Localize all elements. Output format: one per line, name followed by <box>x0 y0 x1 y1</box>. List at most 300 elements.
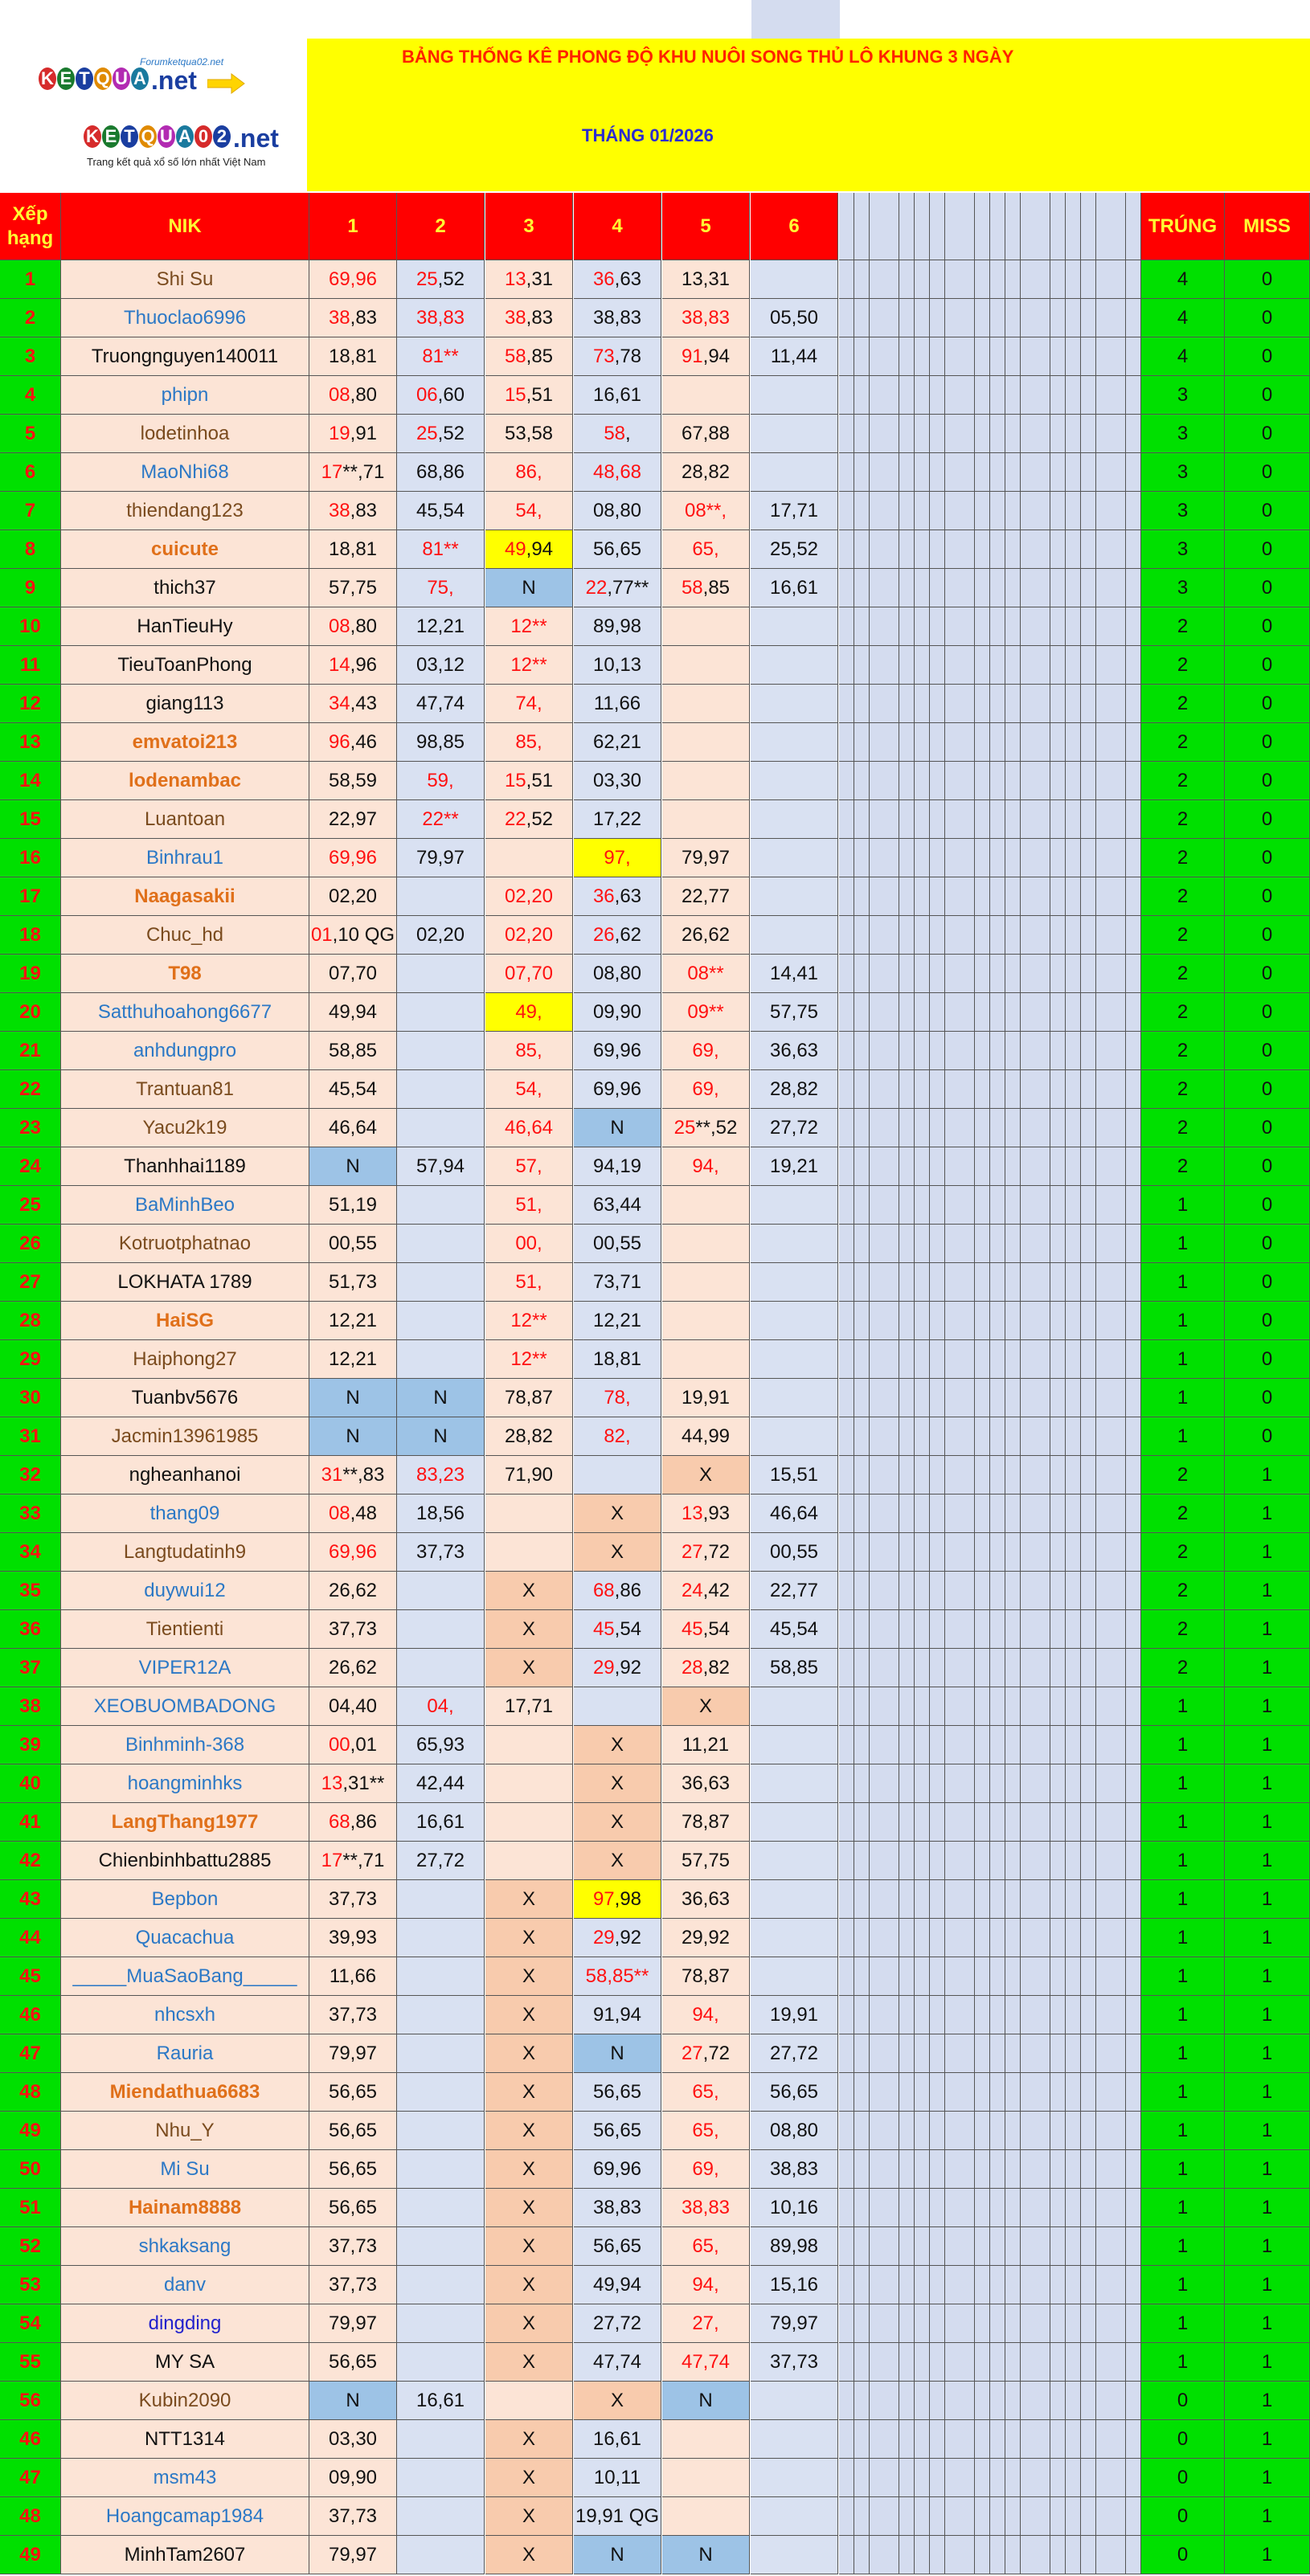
empty-column-cell <box>854 839 870 877</box>
day-cell: X <box>574 1803 661 1842</box>
empty-column-cell <box>915 1302 930 1340</box>
nick-cell: Chienbinhbattu2885 <box>61 1842 309 1880</box>
empty-column-cell <box>960 2536 975 2574</box>
empty-column-cell <box>1005 1842 1021 1880</box>
rank-cell: 38 <box>0 1687 61 1726</box>
empty-column-cell <box>899 685 915 723</box>
empty-column-cell <box>1035 2382 1050 2420</box>
table-row <box>0 1687 1310 1726</box>
empty-column-cell <box>975 839 990 877</box>
table-row <box>0 1379 1310 1417</box>
table-row <box>0 1880 1310 1919</box>
empty-column-cell <box>930 2073 945 2112</box>
trung-cell: 3 <box>1141 530 1225 569</box>
empty-column-cell <box>945 2034 960 2073</box>
empty-column-cell <box>1066 685 1081 723</box>
empty-column-cell <box>990 1186 1005 1225</box>
day-cell: 28,82 <box>751 1070 838 1109</box>
empty-column-cell <box>1111 1032 1126 1070</box>
empty-column-cell <box>915 2420 930 2459</box>
empty-column-cell <box>915 1340 930 1379</box>
empty-column-cell <box>990 1494 1005 1533</box>
day-cell: 15 ,51 <box>485 376 573 415</box>
empty-column-cell <box>854 607 870 646</box>
empty-column-cell <box>1096 492 1111 530</box>
empty-column-cell <box>1096 530 1111 569</box>
empty-column-cell <box>960 1070 975 1109</box>
miss-cell: 1 <box>1225 1726 1310 1764</box>
empty-column-cell <box>1081 762 1096 800</box>
empty-column-cell <box>1126 607 1141 646</box>
miss-cell: 1 <box>1225 2343 1310 2382</box>
miss-cell: 0 <box>1225 1263 1310 1302</box>
empty-column-cell <box>854 569 870 607</box>
day-cell: 24 ,42 <box>662 1572 750 1610</box>
day-cell <box>751 1302 838 1340</box>
nick-cell: TieuToanPhong <box>61 646 309 685</box>
empty-column-cell <box>930 1649 945 1687</box>
empty-column-cell <box>960 1109 975 1147</box>
empty-column-cell <box>975 1417 990 1456</box>
nick-cell: Hoangcamap1984 <box>61 2497 309 2536</box>
empty-column-cell <box>1096 646 1111 685</box>
empty-column-cell <box>990 2189 1005 2227</box>
empty-column-cell <box>1021 1032 1036 1070</box>
empty-column-cell <box>975 955 990 993</box>
day-cell: 51,19 <box>309 1186 397 1225</box>
day-cell: X <box>485 2536 573 2574</box>
day-cell <box>397 2073 485 2112</box>
empty-column-cell <box>915 1803 930 1842</box>
rank-cell: 28 <box>0 1302 61 1340</box>
empty-column-cell <box>884 1456 899 1494</box>
empty-column-cell <box>1126 2034 1141 2073</box>
empty-column-cell <box>870 800 885 839</box>
empty-column-cell <box>1066 1070 1081 1109</box>
nick-cell: msm43 <box>61 2459 309 2497</box>
empty-column-cell <box>1050 646 1066 685</box>
empty-column-cell <box>1126 800 1141 839</box>
empty-column-cell <box>990 1842 1005 1880</box>
empty-column-cell <box>884 1225 899 1263</box>
empty-column-cell <box>1050 376 1066 415</box>
header-empty-column <box>1066 193 1081 260</box>
nick-cell: XEOBUOMBADONG <box>61 1687 309 1726</box>
miss-cell: 0 <box>1225 685 1310 723</box>
empty-column-cell <box>975 1109 990 1147</box>
day-cell: 37,73 <box>397 1533 485 1572</box>
day-cell <box>751 646 838 685</box>
empty-column-cell <box>1021 993 1036 1032</box>
empty-column-cell <box>1050 839 1066 877</box>
trung-cell: 2 <box>1141 1456 1225 1494</box>
day-cell <box>397 1919 485 1957</box>
day-cell: 05,50 <box>751 299 838 337</box>
table-row <box>0 1456 1310 1494</box>
empty-column-cell <box>1035 1880 1050 1919</box>
day-cell <box>751 2382 838 2420</box>
empty-column-cell <box>930 1302 945 1340</box>
empty-column-cell <box>899 2112 915 2150</box>
empty-column-cell <box>1035 1842 1050 1880</box>
empty-column-cell <box>930 1572 945 1610</box>
empty-column-cell <box>899 2266 915 2304</box>
day-cell: 65, <box>662 2227 750 2266</box>
empty-column-cell <box>915 2304 930 2343</box>
day-cell: 79,97 <box>309 2304 397 2343</box>
day-cell: 07,70 <box>309 955 397 993</box>
empty-column-cell <box>839 1417 854 1456</box>
rank-cell: 10 <box>0 607 61 646</box>
empty-column-cell <box>870 1109 885 1147</box>
empty-column-cell <box>1005 1726 1021 1764</box>
empty-column-cell <box>1126 2150 1141 2189</box>
empty-column-cell <box>899 1147 915 1186</box>
empty-column-cell <box>1126 530 1141 569</box>
empty-column-cell <box>1111 1494 1126 1533</box>
empty-column-cell <box>839 1070 854 1109</box>
empty-column-cell <box>1126 1109 1141 1147</box>
empty-column-cell <box>870 1764 885 1803</box>
empty-column-cell <box>854 2189 870 2227</box>
day-cell <box>574 1456 661 1494</box>
empty-column-cell <box>899 723 915 762</box>
trung-cell: 1 <box>1141 1726 1225 1764</box>
logo-letter: 0 <box>194 125 212 148</box>
empty-column-cell <box>1096 877 1111 916</box>
day-cell: 38,83 <box>397 299 485 337</box>
empty-column-cell <box>930 1147 945 1186</box>
empty-column-cell <box>930 1919 945 1957</box>
day-cell: 27,72 <box>751 1109 838 1147</box>
empty-column-cell <box>1035 993 1050 1032</box>
empty-column-cell <box>870 2073 885 2112</box>
empty-column-cell <box>945 1340 960 1379</box>
day-cell: X <box>574 1494 661 1533</box>
empty-column-cell <box>1050 530 1066 569</box>
empty-column-cell <box>1081 1263 1096 1302</box>
day-cell <box>397 2034 485 2073</box>
empty-column-cell <box>1081 1687 1096 1726</box>
empty-column-cell <box>1111 685 1126 723</box>
empty-column-cell <box>990 1803 1005 1842</box>
empty-column-cell <box>839 1147 854 1186</box>
day-cell: 16,61 <box>397 1803 485 1842</box>
table-row <box>0 2536 1310 2574</box>
empty-column-cell <box>1096 1726 1111 1764</box>
empty-column-cell <box>1081 955 1096 993</box>
day-cell: 09,90 <box>309 2459 397 2497</box>
empty-column-cell <box>1111 955 1126 993</box>
empty-column-cell <box>915 723 930 762</box>
empty-column-cell <box>1066 492 1081 530</box>
rank-cell: 9 <box>0 569 61 607</box>
empty-column-cell <box>1066 723 1081 762</box>
nick-cell: BaMinhBeo <box>61 1186 309 1225</box>
empty-column-cell <box>930 685 945 723</box>
header-empty-column <box>1081 193 1096 260</box>
nick-cell: Bepbon <box>61 1880 309 1919</box>
empty-column-cell <box>854 1417 870 1456</box>
table-row <box>0 2034 1310 2073</box>
empty-column-cell <box>1066 2459 1081 2497</box>
empty-column-cell <box>1021 762 1036 800</box>
empty-column-cell <box>915 1687 930 1726</box>
empty-column-cell <box>960 1687 975 1726</box>
empty-column-cell <box>915 1610 930 1649</box>
nick-cell: giang113 <box>61 685 309 723</box>
empty-column-cell <box>1111 1572 1126 1610</box>
empty-column-cell <box>945 1764 960 1803</box>
miss-cell: 1 <box>1225 2266 1310 2304</box>
empty-column-cell <box>960 569 975 607</box>
day-cell: 68,86 <box>397 453 485 492</box>
empty-column-cell <box>1126 1186 1141 1225</box>
empty-column-cell <box>960 877 975 916</box>
empty-column-cell <box>975 1225 990 1263</box>
empty-column-cell <box>975 2073 990 2112</box>
day-cell: 19,21 <box>751 1147 838 1186</box>
empty-column-cell <box>839 1494 854 1533</box>
empty-column-cell <box>990 1109 1005 1147</box>
empty-column-cell <box>1126 1996 1141 2034</box>
header-empty-column <box>990 193 1005 260</box>
logo-letter: T <box>121 125 138 148</box>
empty-column-cell <box>930 723 945 762</box>
empty-column-cell <box>915 1996 930 2034</box>
nick-cell: _____MuaSaoBang_____ <box>61 1957 309 1996</box>
empty-column-cell <box>870 2266 885 2304</box>
empty-column-cell <box>960 1572 975 1610</box>
empty-column-cell <box>854 1147 870 1186</box>
empty-column-cell <box>870 877 885 916</box>
empty-column-cell <box>1081 723 1096 762</box>
empty-column-cell <box>1066 569 1081 607</box>
empty-column-cell <box>1005 2073 1021 2112</box>
empty-column-cell <box>1021 1726 1036 1764</box>
empty-column-cell <box>975 2536 990 2574</box>
empty-column-cell <box>884 2034 899 2073</box>
empty-column-cell <box>990 839 1005 877</box>
empty-column-cell <box>870 492 885 530</box>
day-cell: 22 ,52 <box>485 800 573 839</box>
empty-column-cell <box>854 1225 870 1263</box>
empty-column-cell <box>915 1109 930 1147</box>
header-empty-column <box>1050 193 1066 260</box>
day-cell <box>397 2112 485 2150</box>
table-row <box>0 2497 1310 2536</box>
empty-column-cell <box>1081 2034 1096 2073</box>
empty-column-cell <box>1111 1880 1126 1919</box>
empty-column-cell <box>1096 376 1111 415</box>
empty-column-cell <box>1066 1996 1081 2034</box>
empty-column-cell <box>945 1109 960 1147</box>
empty-column-cell <box>839 1919 854 1957</box>
table-row <box>0 569 1310 607</box>
day-cell <box>397 2227 485 2266</box>
empty-column-cell <box>870 1957 885 1996</box>
empty-column-cell <box>1035 2073 1050 2112</box>
empty-column-cell <box>884 916 899 955</box>
empty-column-cell <box>899 569 915 607</box>
empty-column-cell <box>1050 569 1066 607</box>
day-cell: 94, <box>662 1996 750 2034</box>
empty-column-cell <box>884 1726 899 1764</box>
empty-column-cell <box>1096 1494 1111 1533</box>
miss-cell: 1 <box>1225 2034 1310 2073</box>
rank-cell: 37 <box>0 1649 61 1687</box>
empty-column-cell <box>990 1880 1005 1919</box>
empty-column-cell <box>870 1803 885 1842</box>
empty-column-cell <box>1126 1302 1141 1340</box>
empty-column-cell <box>1081 1302 1096 1340</box>
empty-column-cell <box>854 415 870 453</box>
day-cell: 12** <box>485 607 573 646</box>
table-row <box>0 1032 1310 1070</box>
empty-column-cell <box>960 2459 975 2497</box>
empty-column-cell <box>930 1225 945 1263</box>
day-cell: 48,68 <box>574 453 661 492</box>
empty-column-cell <box>1050 1302 1066 1340</box>
empty-column-cell <box>990 453 1005 492</box>
empty-column-cell <box>1081 1726 1096 1764</box>
empty-column-cell <box>1050 2536 1066 2574</box>
empty-column-cell <box>1035 607 1050 646</box>
empty-column-cell <box>915 1456 930 1494</box>
empty-column-cell <box>975 2150 990 2189</box>
empty-column-cell <box>930 1533 945 1572</box>
empty-column-cell <box>990 1996 1005 2034</box>
logo-letter: K <box>84 125 101 148</box>
empty-column-cell <box>915 1417 930 1456</box>
empty-column-cell <box>1126 1070 1141 1109</box>
day-cell <box>751 1263 838 1302</box>
empty-column-cell <box>1096 415 1111 453</box>
day-cell <box>751 1726 838 1764</box>
empty-column-cell <box>1081 2227 1096 2266</box>
empty-column-cell <box>975 607 990 646</box>
empty-column-cell <box>854 1687 870 1726</box>
header-empty-column <box>1021 193 1036 260</box>
rank-cell: 33 <box>0 1494 61 1533</box>
empty-column-cell <box>930 916 945 955</box>
empty-column-cell <box>1066 337 1081 376</box>
nick-cell: Quacachua <box>61 1919 309 1957</box>
rank-cell: 53 <box>0 2266 61 2304</box>
trung-cell: 1 <box>1141 2189 1225 2227</box>
empty-column-cell <box>854 2459 870 2497</box>
rank-cell: 49 <box>0 2112 61 2150</box>
empty-column-cell <box>1096 1263 1111 1302</box>
empty-column-cell <box>1126 260 1141 299</box>
day-cell <box>751 1919 838 1957</box>
empty-column-cell <box>854 2112 870 2150</box>
empty-column-cell <box>1096 1032 1111 1070</box>
day-cell: X <box>485 2459 573 2497</box>
empty-column-cell <box>1111 1610 1126 1649</box>
day-cell: 57,75 <box>662 1842 750 1880</box>
nick-cell: thiendang123 <box>61 492 309 530</box>
empty-column-cell <box>960 1263 975 1302</box>
day-cell: 37,73 <box>751 2343 838 2382</box>
empty-column-cell <box>1005 2343 1021 2382</box>
empty-column-cell <box>930 955 945 993</box>
nick-cell: thich37 <box>61 569 309 607</box>
empty-column-cell <box>839 685 854 723</box>
day-cell: 13 ,31** <box>309 1764 397 1803</box>
day-cell: 11,44 <box>751 337 838 376</box>
empty-column-cell <box>975 1764 990 1803</box>
day-cell: 37,73 <box>309 1880 397 1919</box>
day-cell <box>751 415 838 453</box>
empty-column-cell <box>1050 2150 1066 2189</box>
empty-column-cell <box>960 376 975 415</box>
empty-column-cell <box>1111 916 1126 955</box>
nick-cell: Jacmin13961985 <box>61 1417 309 1456</box>
empty-column-cell <box>839 762 854 800</box>
empty-column-cell <box>1035 1456 1050 1494</box>
empty-column-cell <box>1021 2073 1036 2112</box>
empty-column-cell <box>899 1456 915 1494</box>
table-row <box>0 2266 1310 2304</box>
empty-column-cell <box>975 2459 990 2497</box>
day-cell: 08,80 <box>574 955 661 993</box>
day-cell <box>751 2497 838 2536</box>
nick-cell: thang09 <box>61 1494 309 1533</box>
empty-column-cell <box>1021 1572 1036 1610</box>
empty-column-cell <box>899 762 915 800</box>
miss-cell: 1 <box>1225 1533 1310 1572</box>
empty-column-cell <box>960 1417 975 1456</box>
empty-column-cell <box>915 2112 930 2150</box>
day-cell: 10,13 <box>574 646 661 685</box>
empty-column-cell <box>899 2073 915 2112</box>
empty-column-cell <box>990 1764 1005 1803</box>
empty-column-cell <box>1005 993 1021 1032</box>
table-row <box>0 1147 1310 1186</box>
day-cell: 81** <box>397 337 485 376</box>
empty-column-cell <box>839 415 854 453</box>
empty-column-cell <box>1126 2382 1141 2420</box>
empty-column-cell <box>854 1957 870 1996</box>
table-row <box>0 762 1310 800</box>
empty-column-cell <box>930 337 945 376</box>
empty-column-cell <box>1021 2459 1036 2497</box>
trung-cell: 2 <box>1141 723 1225 762</box>
empty-column-cell <box>1050 1649 1066 1687</box>
rank-cell: 48 <box>0 2497 61 2536</box>
empty-column-cell <box>975 1610 990 1649</box>
empty-column-cell <box>1005 492 1021 530</box>
empty-column-cell <box>945 877 960 916</box>
empty-column-cell <box>1081 1996 1096 2034</box>
nick-cell: Haiphong27 <box>61 1340 309 1379</box>
empty-column-cell <box>1035 1379 1050 1417</box>
empty-column-cell <box>854 492 870 530</box>
header-empty-column <box>870 193 885 260</box>
empty-column-cell <box>870 1610 885 1649</box>
day-cell <box>662 646 750 685</box>
day-cell: 00,55 <box>751 1533 838 1572</box>
empty-column-cell <box>915 260 930 299</box>
empty-column-cell <box>1050 1109 1066 1147</box>
empty-column-cell <box>1081 646 1096 685</box>
empty-column-cell <box>1035 1572 1050 1610</box>
empty-column-cell <box>870 723 885 762</box>
empty-column-cell <box>945 1186 960 1225</box>
empty-column-cell <box>1005 1302 1021 1340</box>
empty-column-cell <box>975 1880 990 1919</box>
